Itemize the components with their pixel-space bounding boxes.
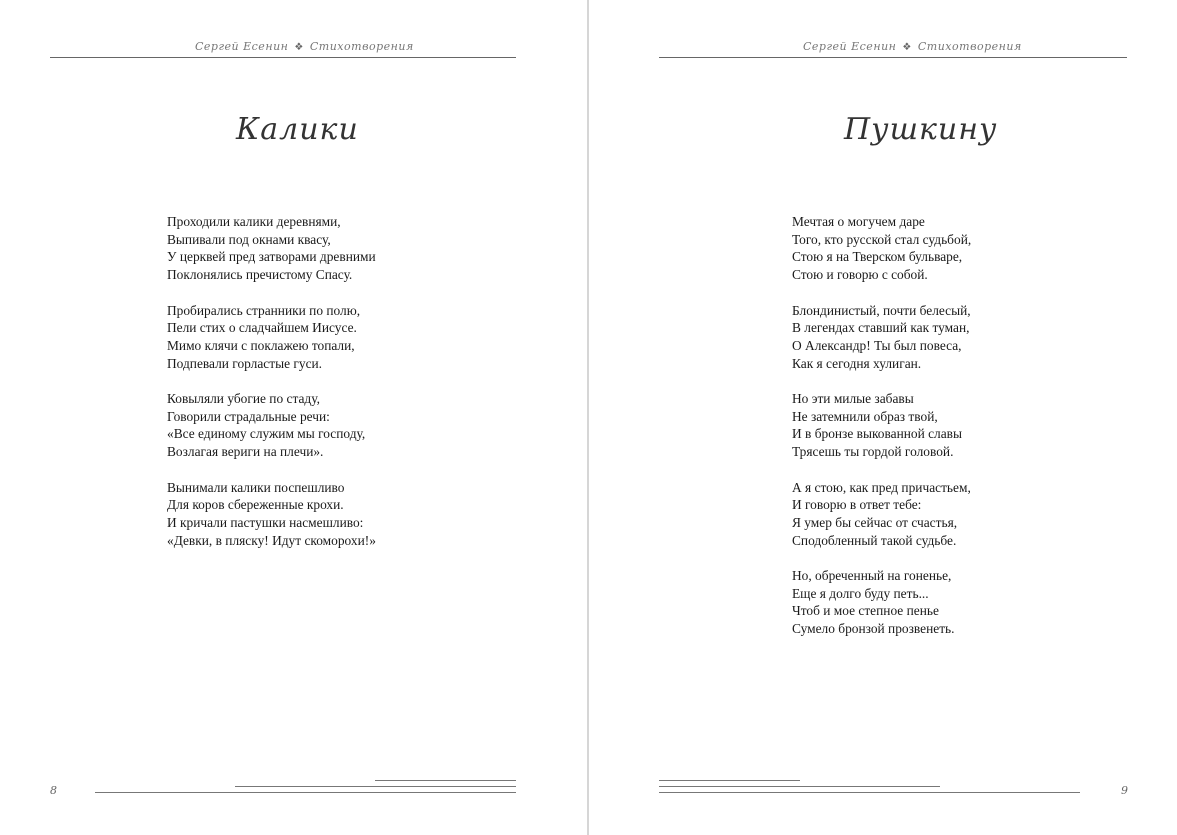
poem-line: Проходили калики деревнями,	[167, 214, 341, 229]
poem-line: Поклонялись пречистому Спасу.	[167, 267, 353, 283]
stanza	[167, 479, 376, 550]
poem-line: Еще я долго буду петь...	[792, 585, 929, 601]
poem-line: «Все единому служим мы господу,	[167, 426, 366, 442]
poem-title: Пушкину	[844, 112, 998, 147]
poem-line: Пробирались странники по полю,	[167, 302, 361, 318]
stanza	[167, 213, 376, 284]
poem-line: Мечтая о могучем даре	[792, 214, 925, 229]
poem-line: Выпивали под окнами квасу,	[167, 231, 331, 247]
header-rule	[50, 57, 516, 58]
poem-line: Говорили страдальные речи:	[167, 408, 330, 424]
page-number: 8	[50, 784, 57, 797]
header-rule	[659, 57, 1127, 58]
stanza	[167, 302, 376, 373]
poem-line: Того, кто русской стал судьбой,	[792, 231, 972, 247]
poem-line: Стою и говорю с собой.	[792, 267, 928, 283]
footer-rule	[375, 780, 516, 781]
stanza	[167, 390, 376, 461]
poem-text	[792, 213, 971, 656]
poem-line: Мимо клячи с поклажею топали,	[167, 337, 355, 353]
poem-line: Но, обреченный на гоненье,	[792, 568, 952, 583]
stanza	[792, 213, 971, 284]
running-head-author: Сергей Есенин	[195, 40, 289, 53]
footer-rule	[659, 792, 1080, 793]
poem-line: Вынимали калики поспешливо	[167, 479, 345, 495]
poem-line: Для коров сбереженные крохи.	[167, 497, 344, 513]
poem-line: Чтоб и мое степное пенье	[792, 603, 939, 619]
footer-rule	[95, 792, 516, 793]
poem-line: Трясешь ты гордой головой.	[792, 444, 954, 460]
poem-line: А я стою, как пред причастьем,	[792, 479, 971, 495]
poem-line: И в бронзе выкованной славы	[792, 426, 962, 442]
poem-line: Как я сегодня хулиган.	[792, 355, 922, 371]
stanza	[792, 479, 971, 550]
right-page	[589, 0, 1177, 835]
poem-line: И говорю в ответ тебе:	[792, 497, 922, 513]
poem-title: Калики	[236, 112, 359, 147]
stanza	[792, 302, 971, 373]
poem-line: Пели стих о сладчайшем Иисусе.	[167, 320, 357, 336]
ornament-icon: ❖	[294, 42, 304, 53]
running-head-book: Стихотворения	[309, 40, 414, 53]
poem-line: Подпевали горластые гуси.	[167, 355, 323, 371]
footer-rule	[659, 786, 940, 787]
poem-line: Сумело бронзой прозвенеть.	[792, 621, 955, 637]
poem-line: Блондинистый, почти белесый,	[792, 302, 971, 318]
poem-line: Стою я на Тверском бульваре,	[792, 249, 963, 265]
running-head	[803, 40, 1022, 53]
poem-line: И кричали пастушки насмешливо:	[167, 514, 364, 530]
page-number: 9	[1121, 784, 1128, 797]
poem-line: В легендах ставший как туман,	[792, 320, 970, 336]
poem-line: Я умер бы сейчас от счастья,	[792, 514, 958, 530]
poem-line: «Девки, в пляску! Идут скоморохи!»	[167, 532, 376, 548]
running-head-author: Сергей Есенин	[803, 40, 897, 53]
poem-line: Возлагая вериги на плечи».	[167, 444, 324, 460]
footer-rule	[659, 780, 800, 781]
poem-line: У церквей пред затворами древними	[167, 249, 376, 265]
running-head-book: Стихотворения	[917, 40, 1022, 53]
ornament-icon: ❖	[902, 42, 912, 53]
poem-line: Не затемнили образ твой,	[792, 408, 938, 424]
left-page	[0, 0, 588, 835]
stanza	[792, 390, 971, 461]
poem-line: Но эти милые забавы	[792, 391, 914, 406]
running-head	[195, 40, 414, 53]
poem-line: Ковыляли убогие по стаду,	[167, 391, 320, 406]
footer-rule	[235, 786, 516, 787]
poem-line: О Александр! Ты был повеса,	[792, 337, 962, 353]
poem-text	[167, 213, 376, 567]
stanza	[792, 567, 971, 638]
poem-line: Сподобленный такой судьбе.	[792, 532, 957, 548]
